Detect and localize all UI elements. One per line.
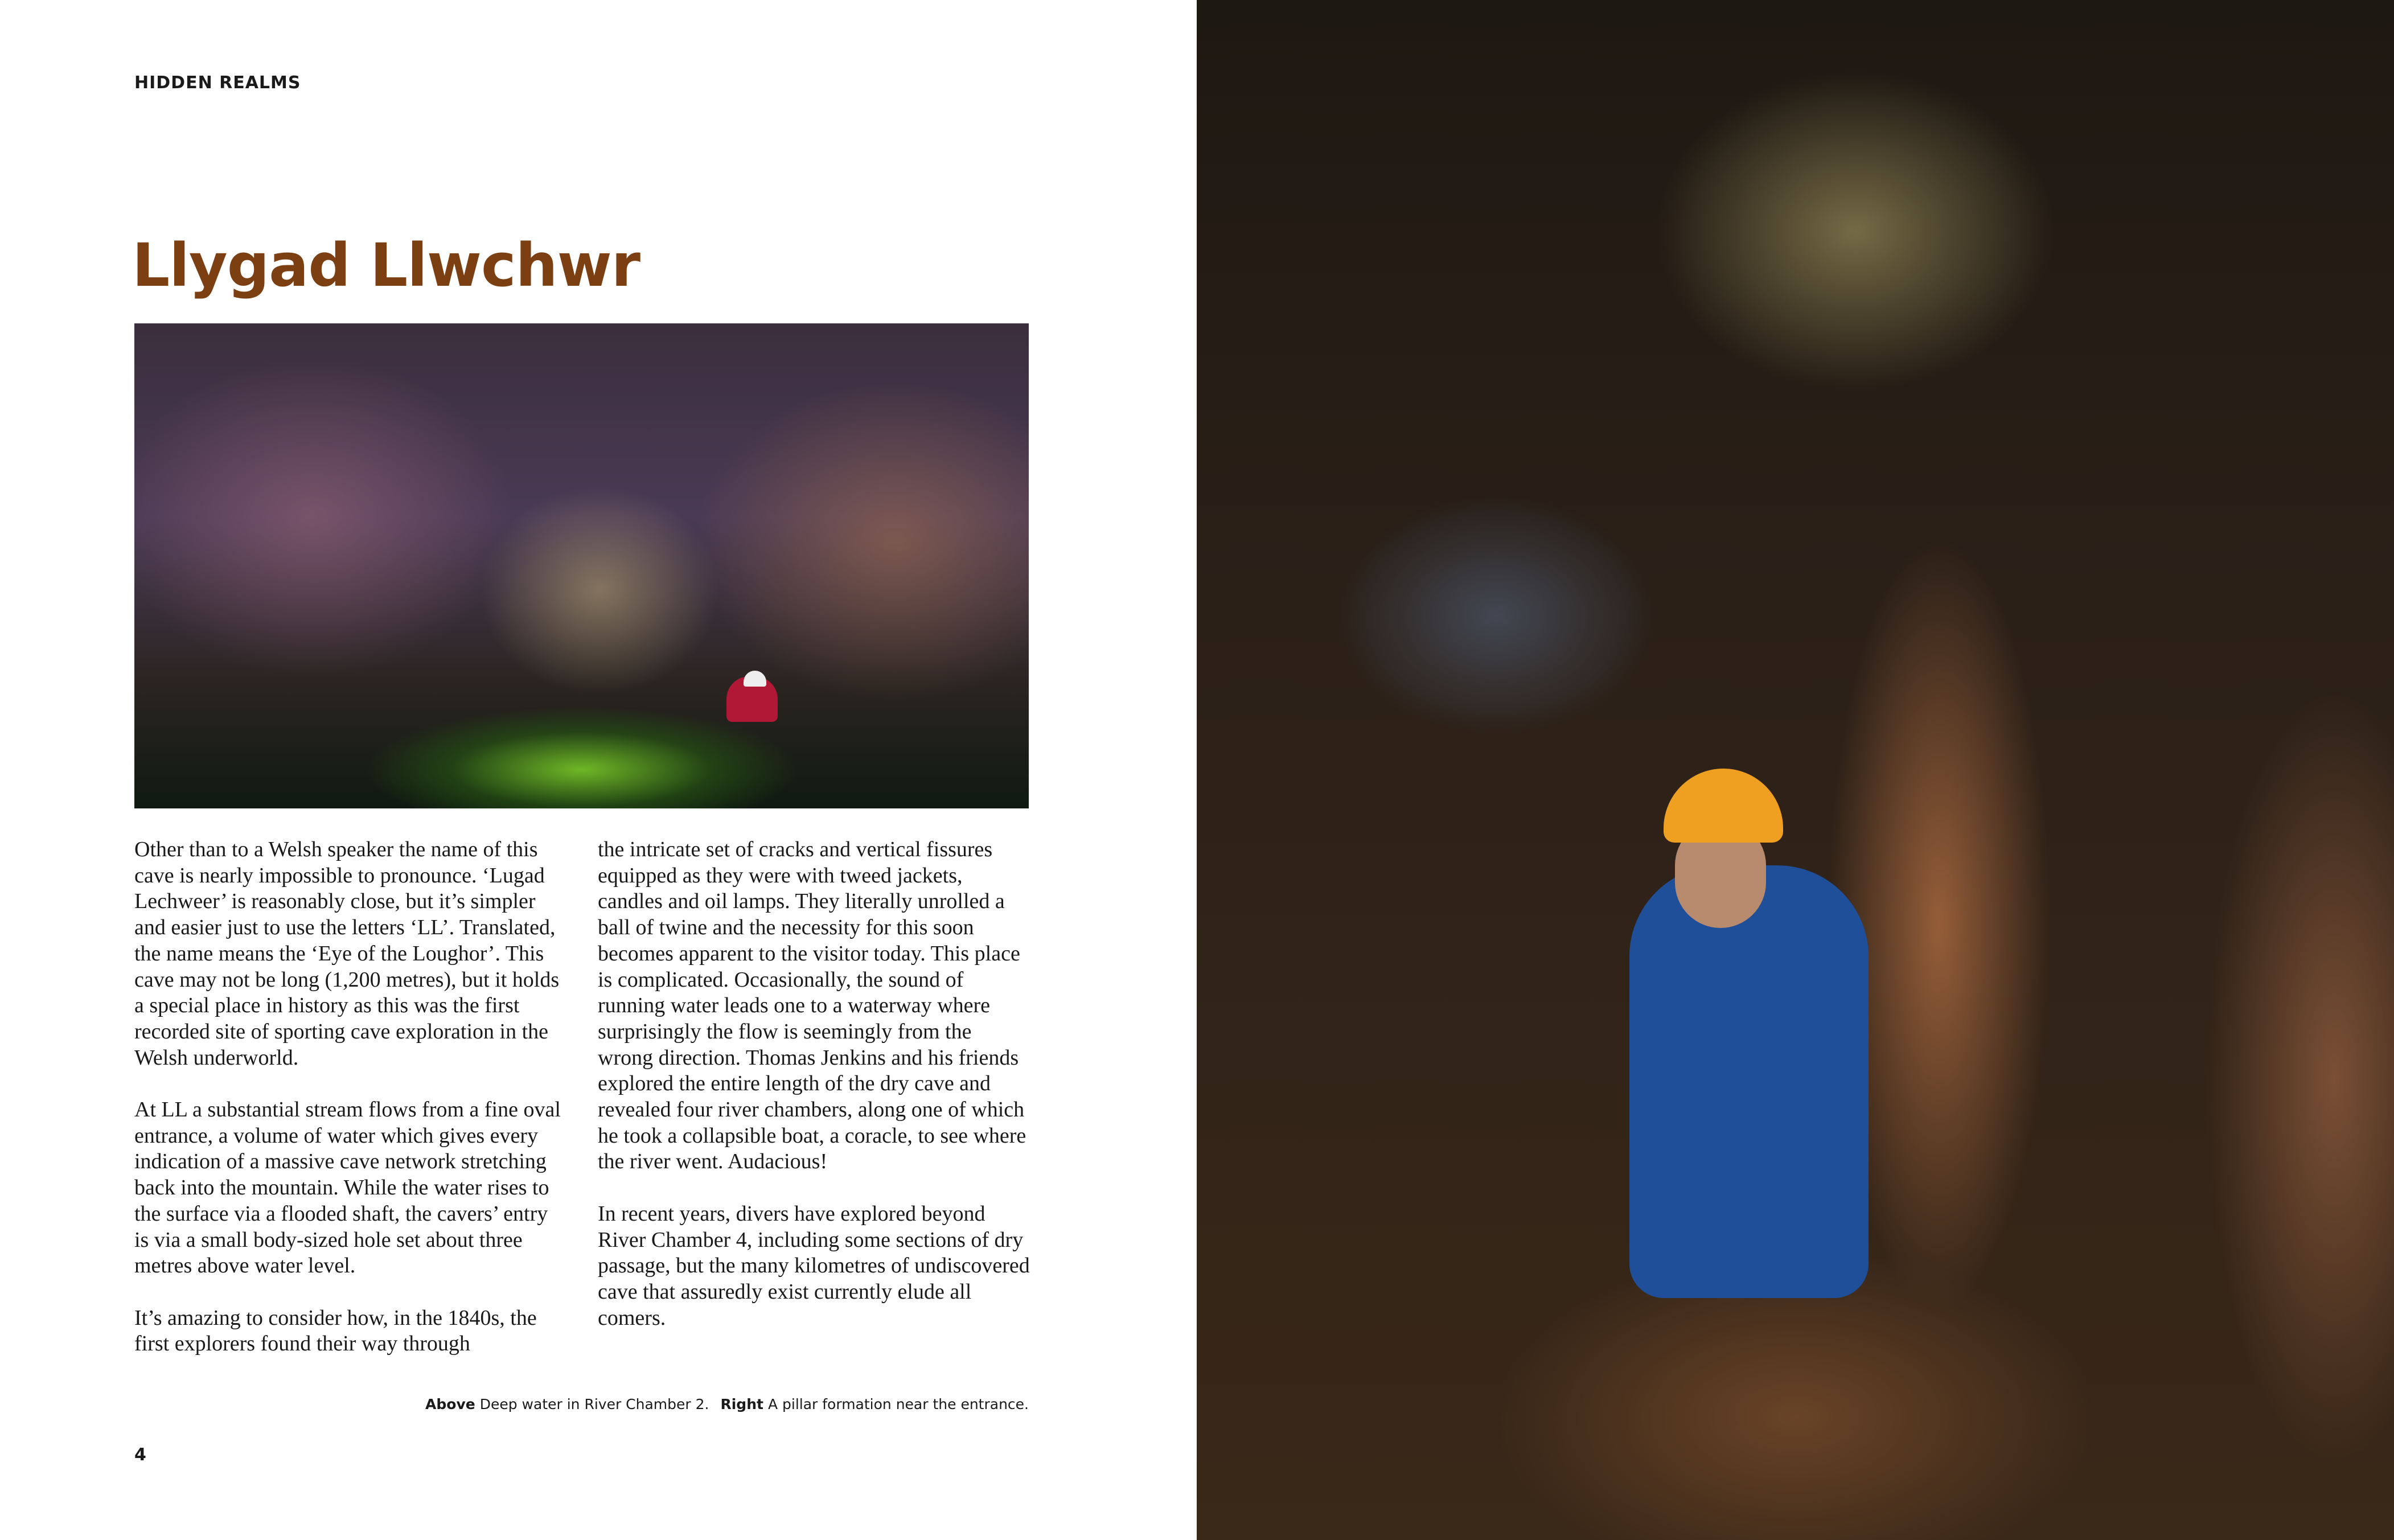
photo-pillar-formation xyxy=(1197,0,2394,1540)
caption-right-label: Right xyxy=(720,1396,763,1412)
caption-above-text: Deep water in River Chamber 2. xyxy=(479,1396,709,1412)
caver-jacket xyxy=(1629,865,1869,1298)
article-title: Llygad Llwchwr xyxy=(132,231,640,300)
paragraph: In recent years, divers have explored beyond River Chamber 4, including some sections of dry passage, but the many kilometres of undiscovered cave that assuredly exist currently elude all comers. xyxy=(598,1201,1030,1330)
paragraph: It’s amazing to consider how, in the 1840s, the first explorers found their way through xyxy=(134,1305,537,1356)
photo-river-chamber xyxy=(134,323,1029,808)
photo-caption xyxy=(425,1396,1029,1412)
caption-right-text: A pillar formation near the entrance. xyxy=(767,1396,1029,1412)
caption-above-label: Above xyxy=(425,1396,475,1412)
running-head: HIDDEN REALMS xyxy=(134,73,301,93)
body-column-2 xyxy=(598,837,1030,1357)
paragraph: Other than to a Welsh speaker the name of this cave is nearly impossible to pronounce. ‘Lugad Lechweer’ is reasonably close, but it’s simpler and easier just to use the letters ‘LL’. Translated, the name means the ‘Eye of the Loughor’. This cave may not be long (1,200 metres), but it holds a special place in history as this was the first recorded site of sporting cave exploration in the Welsh underworld. xyxy=(134,837,560,1070)
caver-helmet xyxy=(744,671,766,687)
body-column-1 xyxy=(134,837,567,1383)
caver-helmet xyxy=(1664,769,1783,843)
paragraph: the intricate set of cracks and vertical fissures equipped as they were with tweed jackets, candles and oil lamps. They literally unrolled a ball of twine and the necessity for this soon becomes apparent to the visitor today. This place is complicated. Occasionally, the sound of running water leads one to a waterway where surprisingly the flow is seemingly from the wrong direction. Thomas Jenkins and his friends explored the entire length of the dry cave and revealed four river chambers, along one of which he took a collapsible boat, a coracle, to see where the river went. Audacious! xyxy=(598,837,1026,1174)
paragraph: At LL a substantial stream flows from a fine oval entrance, a volume of water which gives every indication of a massive cave network stretching back into the mountain. While the water rises to the surface via a flooded shaft, the cavers’ entry is via a small body-sized hole set about three metres above water level. xyxy=(134,1098,561,1278)
page-number: 4 xyxy=(134,1445,146,1465)
